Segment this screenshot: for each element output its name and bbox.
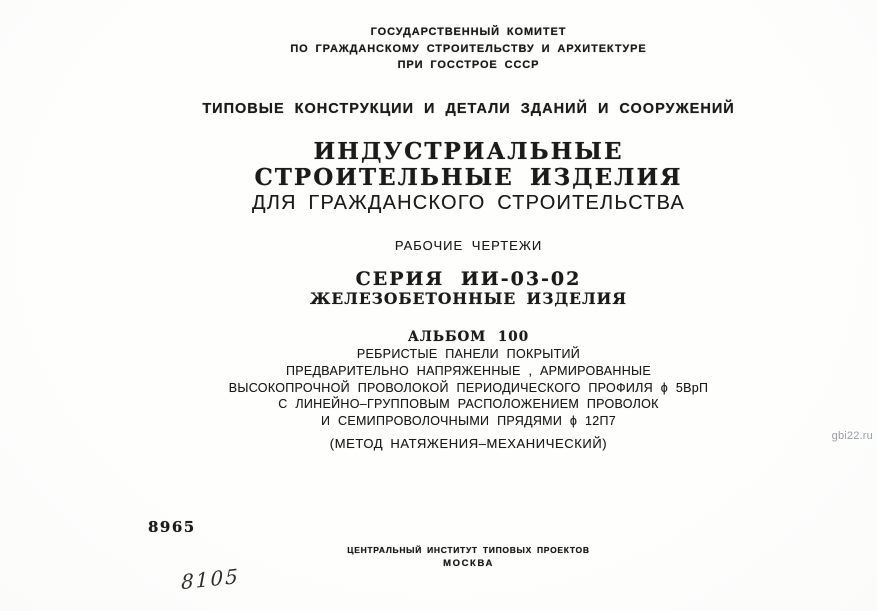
album-desc-line-1: РЕБРИСТЫЕ ПАНЕЛИ ПОКРЫТИЙ bbox=[356, 347, 581, 361]
main-title-line-2: СТРОИТЕЛЬНЫЕ ИЗДЕЛИЯ bbox=[254, 163, 683, 191]
order-number: 8965 bbox=[148, 518, 196, 536]
committee-block bbox=[30, 24, 877, 74]
series-category: ЖЕЛЕЗОБЕТОННЫЕ ИЗДЕЛИЯ bbox=[309, 289, 627, 308]
series-number: СЕРИЯ ИИ-03-02 bbox=[355, 268, 582, 290]
committee-line-3: ПРИ ГОССТРОЕ СССР bbox=[397, 59, 540, 71]
committee-line-1: ГОСУДАРСТВЕННЫЙ КОМИТЕТ bbox=[370, 26, 567, 38]
main-title-line-1: ИНДУСТРИАЛЬНЫЕ bbox=[313, 138, 624, 165]
album-desc-line-3: ВЫСОКОПРОЧНОЙ ПРОВОЛОКОЙ ПЕРИОДИЧЕСКОГО ПРОФИЛЯ ϕ 5ВрП bbox=[228, 380, 709, 395]
handwritten-inventory-number: 8105 bbox=[181, 563, 240, 595]
main-title bbox=[30, 139, 877, 217]
album-desc-line-2: ПРЕДВАРИТЕЛЬНО НАПРЯЖЕННЫЕ , АРМИРОВАННЫЕ bbox=[285, 363, 652, 378]
album-desc-line-4: С ЛИНЕЙНО–ГРУППОВЫМ РАСПОЛОЖЕНИЕМ ПРОВОЛОК bbox=[278, 397, 659, 412]
album-desc-line-5: И СЕМИПРОВОЛОЧНЫМИ ПРЯДЯМИ ϕ 12П7 bbox=[320, 414, 617, 429]
tension-method-note: (МЕТОД НАТЯЖЕНИЯ–МЕХАНИЧЕСКИЙ) bbox=[329, 436, 608, 451]
publisher-city: МОСКВА bbox=[443, 558, 494, 569]
publisher-block bbox=[30, 543, 877, 571]
series-header: ТИПОВЫЕ КОНСТРУКЦИИ И ДЕТАЛИ ЗДАНИЙ И СООРУЖЕНИЙ bbox=[202, 101, 735, 117]
album-heading: АЛЬБОМ 100 bbox=[407, 329, 530, 345]
doc-type-label: РАБОЧИЕ ЧЕРТЕЖИ bbox=[394, 238, 543, 253]
site-watermark: gbi22.ru bbox=[831, 430, 873, 442]
series-block bbox=[30, 268, 877, 307]
album-description bbox=[30, 346, 877, 430]
publisher-name: ЦЕНТРАЛЬНЫЙ ИНСТИТУТ ТИПОВЫХ ПРОЕКТОВ bbox=[347, 545, 590, 555]
main-title-line-3: ДЛЯ ГРАЖДАНСКОГО СТРОИТЕЛЬСТВА bbox=[251, 192, 686, 214]
committee-line-2: ПО ГРАЖДАНСКОМУ СТРОИТЕЛЬСТВУ И АРХИТЕКТУРЕ bbox=[290, 42, 647, 55]
